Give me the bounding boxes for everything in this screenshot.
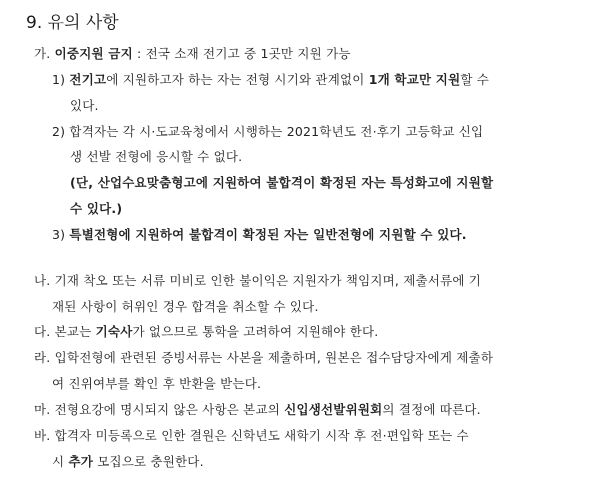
item-ba-marker: 바. (34, 428, 51, 443)
subitem-2-note: (단, 산업수요맞춤형고에 지원하여 불합격이 확정된 자는 특성화고에 지원할 (70, 175, 494, 190)
subitem-1-marker: 1) (52, 72, 66, 87)
item-ra-marker: 라. (34, 350, 51, 365)
item-na (34, 272, 481, 289)
subitem-1-continuation: 있다. (70, 98, 99, 113)
item-da-marker: 다. (34, 324, 51, 339)
item-ma-emphasis-committee: 신입생선발위원회 (284, 402, 383, 417)
item-ba-text-start: 시 (52, 454, 69, 469)
subitem-2-continuation: 생 선발 전형에 응시할 수 없다. (70, 149, 243, 164)
item-ma-marker: 마. (34, 402, 51, 417)
item-ma-text: 전형요강에 명시되지 않은 사항은 본교의 (54, 402, 285, 417)
item-ba-text-end: 모집으로 충원한다. (93, 454, 204, 469)
subitem-3 (52, 226, 467, 243)
item-ba-emphasis-additional: 추가 (68, 454, 94, 469)
subitem-3-marker: 3) (52, 227, 66, 242)
item-ra (34, 349, 493, 366)
item-ma (34, 401, 481, 418)
item-na-text: 기재 착오 또는 서류 미비로 인한 불이익은 지원자가 책임지며, 제출서류에 기 (54, 273, 482, 288)
item-ga-heading: 이중지원 금지 (54, 46, 133, 61)
subitem-2-marker: 2) (52, 124, 66, 139)
subitem-2-text: 합격자는 각 시·도교육청에서 시행하는 2021학년도 전·후기 고등학교 신입 (69, 124, 484, 139)
item-na-continuation: 재된 사항이 허위인 경우 합격을 취소할 수 있다. (52, 299, 319, 314)
subitem-1-text-end: 할 수 (460, 72, 490, 87)
item-ga-marker: 가. (34, 46, 51, 61)
item-ba-text: 합격자 미등록으로 인한 결원은 신학년도 새학기 시작 후 전·편입학 또는 수 (54, 428, 469, 443)
subitem-2-note-continuation: 수 있다.) (70, 201, 123, 216)
item-ba (34, 427, 469, 444)
subitem-1 (52, 71, 489, 88)
item-ma-text-end: 의 결정에 따른다. (382, 402, 481, 417)
subitem-1-text: 에 지원하고자 하는 자는 전형 시기와 관계없이 (106, 72, 369, 87)
item-da (34, 323, 378, 340)
section-title: 9. 유의 사항 (26, 13, 119, 33)
subitem-3-text: 특별전형에 지원하여 불합격이 확정된 자는 일반전형에 지원할 수 있다. (69, 227, 467, 242)
item-da-text-end: 가 없으므로 통학을 고려하여 지원해야 한다. (132, 324, 379, 339)
item-da-emphasis-dormitory: 기숙사 (95, 324, 133, 339)
subitem-1-emphasis-school: 전기고 (69, 72, 107, 87)
subitem-1-emphasis-one-school: 1개 학교만 지원 (368, 72, 461, 87)
item-da-text: 본교는 (54, 324, 96, 339)
item-ga (34, 45, 351, 62)
item-ga-text: : 전국 소재 전기고 중 1곳만 지원 가능 (132, 46, 351, 61)
item-ra-continuation: 여 진위여부를 확인 후 반환을 받는다. (52, 376, 262, 391)
item-ba-continuation (52, 453, 204, 470)
item-ra-text: 입학전형에 관련된 증빙서류는 사본을 제출하며, 원본은 접수담당자에게 제출하 (54, 350, 494, 365)
item-na-marker: 나. (34, 273, 51, 288)
subitem-2 (52, 123, 483, 140)
